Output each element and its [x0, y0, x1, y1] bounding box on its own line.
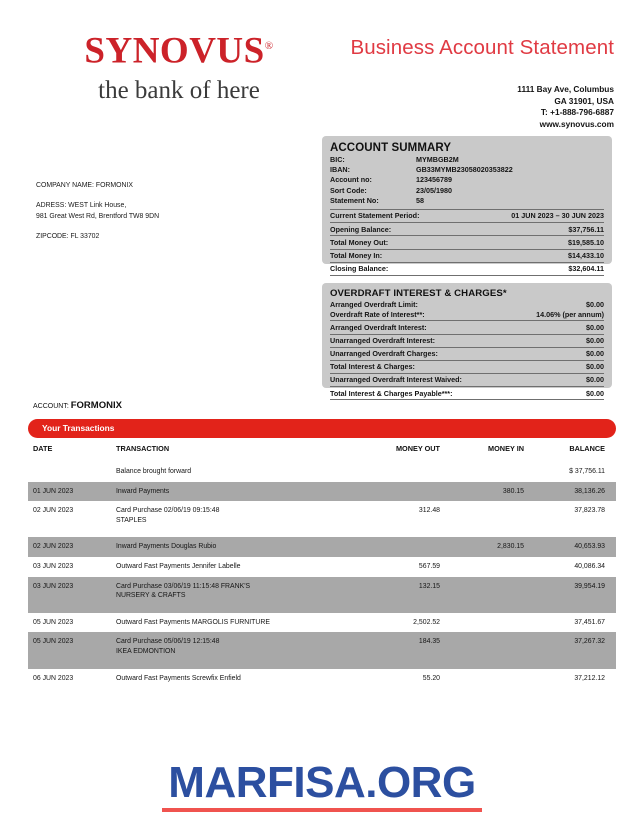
overdraft-row-interest-waived [330, 373, 604, 386]
cell-description-line1: Outward Fast Payments Jennifer Labelle [116, 562, 241, 570]
overdraft-row-label: Unarranged Overdraft Interest: [330, 335, 436, 345]
transactions-account-line [33, 400, 122, 411]
overdraft-row-label: Unarranged Overdraft Charges: [330, 349, 438, 359]
overdraft-row-value: $0.00 [586, 322, 604, 332]
column-header-date: DATE [33, 444, 53, 453]
summary-row-total-money-out [330, 235, 604, 248]
overdraft-row-value: $0.00 [586, 335, 604, 345]
cell-money-in [440, 618, 524, 628]
table-header-row [28, 444, 616, 462]
overdraft-row-label: Total Interest & Charges: [330, 362, 415, 372]
bank-tagline: the bank of here [98, 77, 260, 105]
overdraft-row-arranged-interest [330, 320, 604, 333]
summary-field-label: Statement No: [330, 195, 379, 205]
cell-balance: 37,451.67 [574, 618, 605, 626]
cell-money-in: 380.15 [502, 487, 524, 495]
summary-field-statement-no [330, 196, 604, 206]
cell-date [28, 467, 116, 477]
overdraft-panel [322, 283, 612, 398]
cell-description-line1: Inward Payments Douglas Rubio [116, 543, 217, 551]
cell-description [116, 674, 352, 684]
cell-balance: 39,954.19 [574, 582, 605, 590]
cell-balance: 40,653.93 [574, 543, 605, 551]
cell-money-out [352, 487, 440, 497]
overdraft-title: OVERDRAFT INTEREST & CHARGES* [330, 288, 507, 299]
overdraft-row-rate-of-interest [330, 310, 604, 320]
cell-description-line2: NURSERY & CRAFTS [116, 592, 186, 600]
registered-trademark-icon: ® [264, 40, 274, 52]
customer-zipcode: ZIPCODE: FL 33702 [36, 233, 100, 240]
overdraft-row-total-interest-charges [330, 360, 604, 373]
cell-date: 05 JUN 2023 [33, 618, 74, 626]
overdraft-row-value: $0.00 [586, 300, 604, 309]
summary-row-statement-period [330, 209, 604, 222]
summary-field-value: 58 [416, 195, 424, 205]
cell-balance: 37,267.32 [574, 638, 605, 646]
bank-phone: T: +1-888-796-6887 [540, 107, 614, 118]
overdraft-row-label: Arranged Overdraft Limit: [330, 300, 418, 309]
summary-row-label: Total Money In: [330, 250, 383, 260]
overdraft-row-value: $0.00 [586, 375, 604, 385]
table-row[interactable] [28, 669, 616, 689]
cell-money-out: 2,502.52 [413, 618, 440, 626]
cell-description [116, 582, 352, 601]
summary-row-label: Closing Balance: [330, 264, 389, 274]
bank-address-line: 1111 Bay Ave, Columbus [517, 84, 614, 94]
your-transactions-banner: Your Transactions [28, 419, 616, 438]
overdraft-row-total-payable [330, 386, 604, 400]
bank-logo-text: SYNOVUS [84, 30, 265, 72]
cell-money-out: 132.15 [418, 582, 440, 590]
customer-address-line2: 981 Great West Rd, Brentford TW8 9DN [36, 213, 160, 220]
cell-money-out [352, 542, 440, 552]
table-row[interactable] [28, 537, 616, 557]
summary-field-label: BIC: [330, 155, 345, 164]
cell-description [116, 618, 352, 628]
cell-money-out: 184.35 [418, 638, 440, 646]
summary-row-value: $14,433.10 [568, 250, 604, 260]
summary-row-value: 01 JUN 2023 – 30 JUN 2023 [511, 211, 604, 221]
summary-row-label: Current Statement Period: [330, 211, 420, 221]
summary-row-value: $32,604.11 [568, 264, 604, 274]
column-header-money-out: MONEY OUT [395, 444, 440, 453]
overdraft-row-value: $0.00 [586, 362, 604, 372]
customer-address-line1: ADRESS: WEST Link House, [36, 202, 127, 209]
cell-description-line1: Card Purchase 05/06/19 12:15:48 [116, 638, 220, 646]
cell-description [116, 467, 352, 477]
overdraft-row-arranged-limit [330, 300, 604, 310]
summary-field-value: 123456789 [416, 175, 452, 185]
cell-date: 03 JUN 2023 [33, 562, 74, 570]
summary-field-value: GB33MYMB23058020353822 [416, 165, 513, 175]
summary-field-label: Sort Code: [330, 185, 367, 195]
cell-description-line1: Inward Payments [116, 487, 170, 495]
cell-balance: $ 37,756.11 [569, 468, 605, 475]
cell-money-out: 312.48 [418, 507, 440, 515]
cell-balance: 37,212.12 [574, 674, 605, 682]
summary-field-account-no [330, 175, 604, 185]
cell-description [116, 487, 352, 497]
summary-field-label: Account no: [330, 175, 372, 185]
watermark-text: MARFISA.ORG [168, 758, 476, 807]
summary-row-value: $37,756.11 [568, 224, 604, 234]
cell-description-line1: Balance brought forward [116, 468, 192, 475]
cell-money-in [440, 506, 524, 525]
column-header-transaction: TRANSACTION [116, 444, 170, 453]
transactions-table [28, 444, 616, 688]
summary-field-sort-code [330, 186, 604, 196]
table-row[interactable] [28, 577, 616, 613]
cell-date: 06 JUN 2023 [33, 674, 74, 682]
bank-website[interactable]: www.synovus.com [539, 118, 614, 129]
customer-details [36, 180, 159, 242]
table-row[interactable] [28, 557, 616, 577]
summary-row-total-money-in [330, 249, 604, 262]
overdraft-row-label: Total Interest & Charges Payable***: [330, 388, 453, 398]
summary-row-value: $19,585.10 [568, 237, 604, 247]
cell-description-line2: STAPLES [116, 516, 147, 524]
cell-money-in [440, 582, 524, 601]
cell-description-line1: Card Purchase 02/06/19 09:15:48 [116, 507, 220, 515]
page-title: Business Account Statement [350, 36, 614, 59]
bank-logo-wordmark [34, 27, 324, 70]
overdraft-row-unarranged-charges [330, 347, 604, 360]
cell-description-line2: IKEA EDMONTION [116, 647, 176, 655]
cell-description [116, 637, 352, 656]
table-row[interactable] [28, 482, 616, 502]
cell-date: 02 JUN 2023 [33, 507, 74, 515]
cell-money-in [440, 637, 524, 656]
cell-money-out [352, 467, 440, 477]
summary-field-value: 23/05/1980 [416, 185, 452, 195]
overdraft-row-value: 14.06% (per annum) [536, 310, 604, 320]
cell-money-out: 567.59 [418, 562, 440, 570]
cell-balance: 40,086.34 [574, 562, 605, 570]
cell-description [116, 542, 352, 552]
summary-row-label: Opening Balance: [330, 224, 392, 234]
overdraft-row-value: $0.00 [586, 388, 604, 398]
account-summary-title: ACCOUNT SUMMARY [330, 142, 452, 154]
table-row[interactable] [28, 632, 616, 668]
cell-balance: 37,823.78 [574, 507, 605, 515]
customer-company-name: COMPANY NAME: FORMONIX [36, 182, 133, 189]
statement-header [0, 0, 644, 135]
transactions-account-name: FORMONIX [70, 400, 122, 411]
account-summary-panel [322, 136, 612, 274]
summary-row-opening-balance [330, 222, 604, 235]
cell-date: 01 JUN 2023 [33, 487, 74, 495]
cell-description [116, 562, 352, 572]
table-row[interactable] [28, 613, 616, 633]
cell-money-in [440, 562, 524, 572]
summary-row-closing-balance [330, 262, 604, 276]
summary-field-value: MYMBGB2M [416, 155, 459, 164]
column-header-balance: BALANCE [569, 444, 605, 453]
summary-field-bic [330, 155, 604, 165]
bank-logo [34, 27, 324, 106]
summary-field-iban [330, 165, 604, 175]
table-row[interactable] [28, 501, 616, 537]
cell-description-line1: Outward Fast Payments MARGOLIS FURNITURE [116, 618, 270, 626]
cell-money-in: 2,830.15 [497, 543, 524, 551]
overdraft-row-value: $0.00 [586, 349, 604, 359]
table-row[interactable] [28, 462, 616, 482]
cell-money-in [440, 467, 524, 477]
summary-field-label: IBAN: [330, 165, 350, 175]
overdraft-row-label: Unarranged Overdraft Interest Waived: [330, 375, 462, 385]
cell-date: 02 JUN 2023 [33, 543, 74, 551]
cell-balance: 38,136.26 [574, 487, 605, 495]
cell-date: 03 JUN 2023 [33, 582, 74, 590]
summary-row-label: Total Money Out: [330, 237, 389, 247]
overdraft-row-unarranged-interest [330, 334, 604, 347]
cell-description [116, 506, 352, 525]
cell-date: 05 JUN 2023 [33, 638, 74, 646]
cell-description-line1: Outward Fast Payments Screwfix Enfield [116, 674, 241, 682]
bank-address [517, 84, 614, 130]
column-header-money-in: MONEY IN [488, 444, 524, 453]
cell-money-out: 55.20 [422, 674, 440, 682]
cell-description-line1: Card Purchase 03/06/19 11:15:48 FRANK'S [116, 582, 251, 590]
transactions-account-label: ACCOUNT: [33, 403, 69, 410]
site-watermark [0, 759, 644, 812]
watermark-underline [162, 808, 482, 812]
cell-money-in [440, 674, 524, 684]
overdraft-row-label: Arranged Overdraft Interest: [330, 322, 427, 332]
bank-address-line: GA 31901, USA [554, 95, 614, 106]
overdraft-row-label: Overdraft Rate of Interest**: [330, 310, 425, 320]
customer-address [36, 200, 159, 222]
